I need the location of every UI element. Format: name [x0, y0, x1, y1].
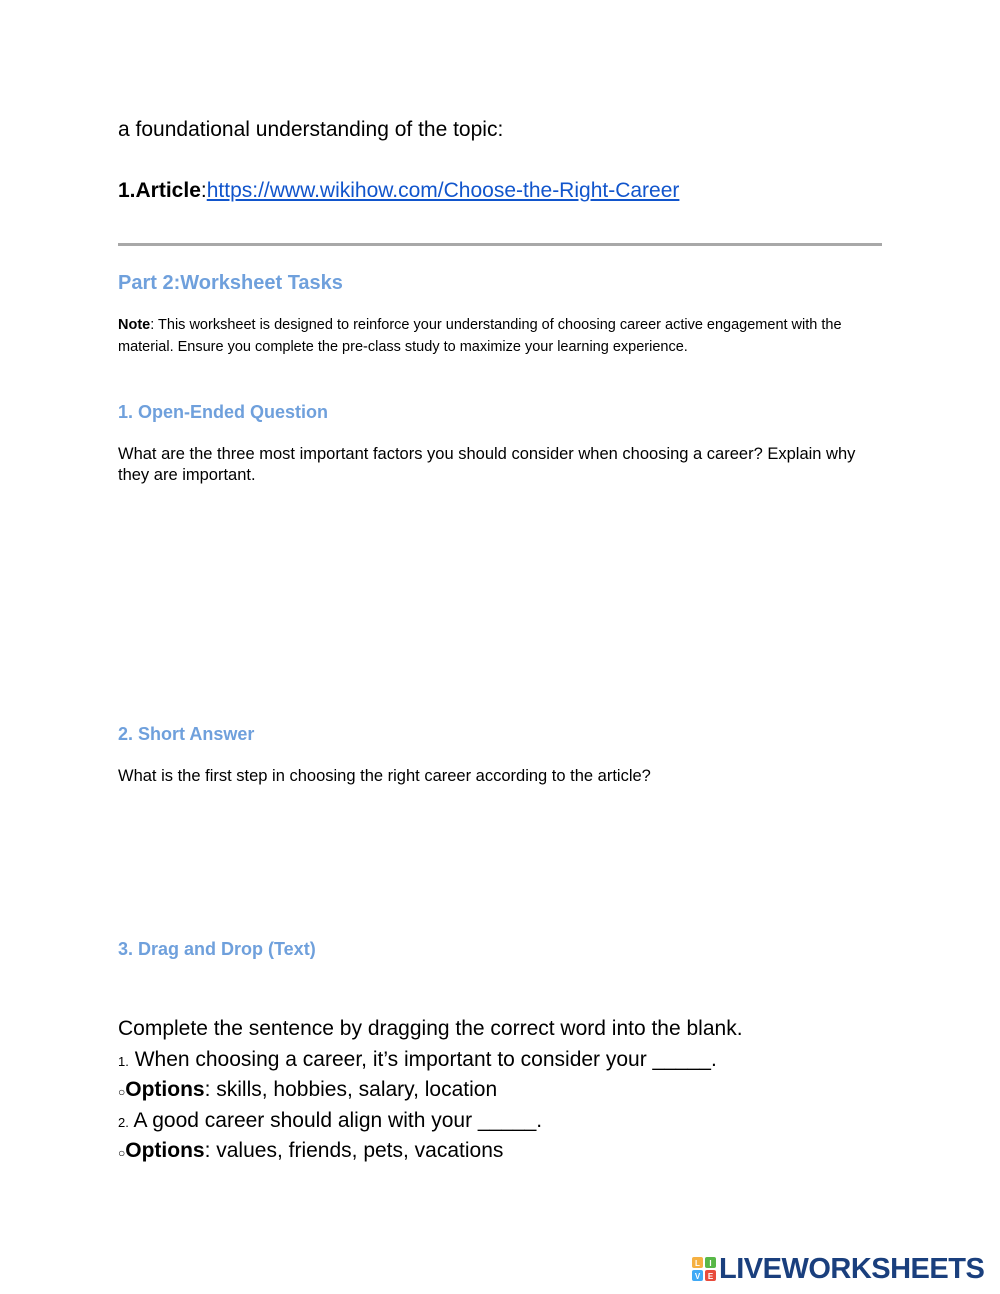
options-label: Options — [125, 1139, 205, 1162]
q2-title: 2. Short Answer — [118, 724, 255, 744]
bullet-icon: ○ — [118, 1085, 126, 1099]
article-separator: : — [200, 179, 207, 202]
part2-title: Part 2:Worksheet Tasks — [118, 272, 343, 294]
logo-text: LIVEWORKSHEETS — [719, 1253, 985, 1285]
q1-text: What are the three most important factors you should consider when choosing a career? Explain why they are important. — [118, 445, 856, 484]
article-link[interactable]: https://www.wikihow.com/Choose-the-Right-Career — [206, 179, 680, 202]
intro-text: a foundational understanding of the topic: — [118, 118, 504, 141]
item-sentence: A good career should align with your _____. — [133, 1109, 543, 1132]
svg-text:L: L — [695, 1259, 700, 1268]
svg-text:V: V — [694, 1272, 701, 1281]
item-number: 1. — [118, 1054, 129, 1069]
options-text: : values, friends, pets, vacations — [204, 1139, 504, 1162]
q3-item-1 — [118, 1048, 717, 1072]
q2-text: What is the first step in choosing the right career according to the article? — [118, 767, 651, 785]
options-label: Options — [125, 1078, 205, 1101]
note-label: Note — [118, 317, 151, 333]
q3-instruction: Complete the sentence by dragging the correct word into the blank. — [118, 1017, 743, 1040]
item-sentence: When choosing a career, it’s important to consider your _____. — [134, 1048, 717, 1071]
q3-item-2 — [118, 1109, 542, 1133]
q1-title: 1. Open-Ended Question — [118, 402, 329, 422]
article-line — [118, 179, 679, 203]
liveworksheets-logo — [692, 1254, 984, 1284]
svg-text:E: E — [707, 1272, 714, 1281]
options-text: : skills, hobbies, salary, location — [204, 1078, 498, 1101]
svg-text:I: I — [709, 1259, 712, 1268]
bullet-icon: ○ — [118, 1146, 126, 1160]
q3-title: 3. Drag and Drop (Text) — [118, 939, 316, 959]
liveworksheets-logo-icon — [692, 1257, 716, 1281]
article-label: 1.Article — [118, 179, 201, 202]
item-number: 2. — [118, 1115, 129, 1130]
q3-options-1 — [118, 1078, 497, 1102]
q3-options-2 — [118, 1139, 503, 1163]
note-text: : This worksheet is designed to reinforce your understanding of choosing career active engagement with the material. Ensure you complete the pre-class study to maximize your learning experience. — [118, 317, 842, 355]
horizontal-divider — [118, 243, 882, 246]
part2-note — [118, 314, 888, 358]
